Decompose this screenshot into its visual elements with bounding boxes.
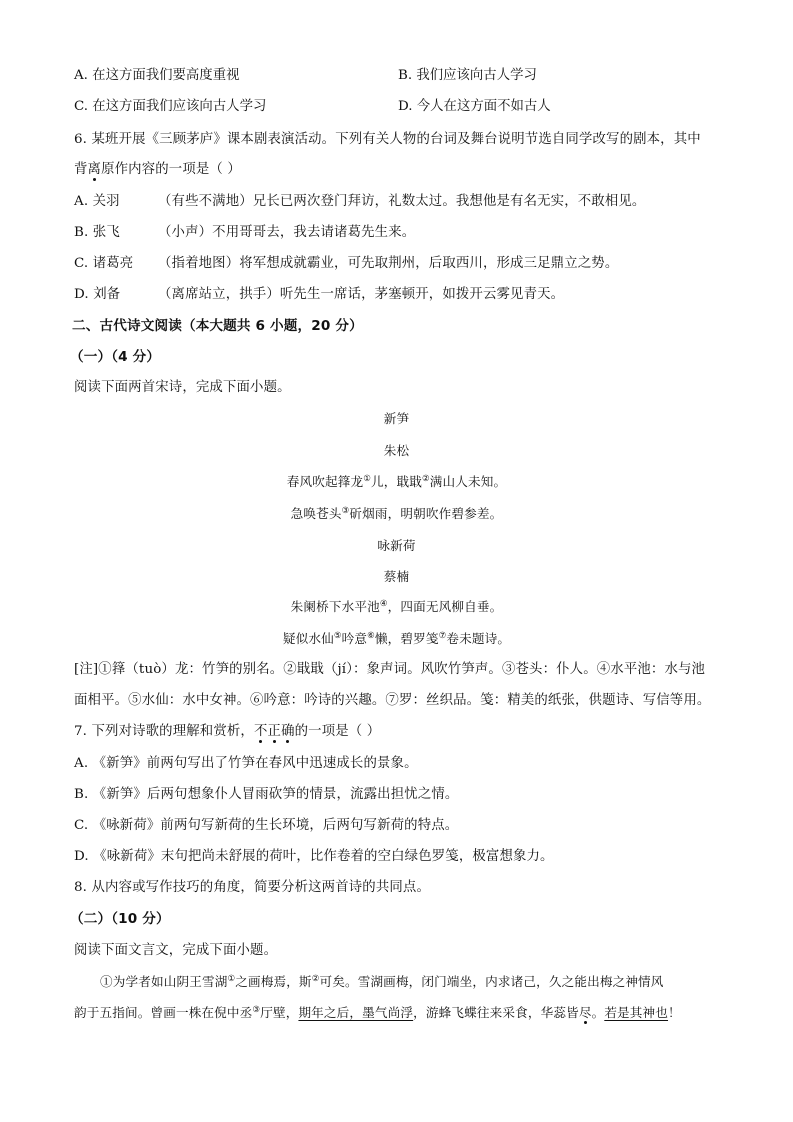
poem-text: ，四面无风柳自垂。: [387, 599, 503, 614]
part-2-intro: 阅读下面文言文，完成下面小题。: [74, 943, 278, 958]
poem-2-title: 咏新荷: [377, 538, 416, 553]
classical-text: 厅壁，: [260, 1005, 299, 1020]
classical-text: 之画梅焉，斯: [235, 974, 312, 989]
footnote-marker: ①: [227, 974, 236, 984]
poem-1-author: 朱松: [383, 443, 410, 458]
poem-1-line-1: [0, 472, 793, 492]
poem-text: 疑似水仙: [282, 631, 334, 646]
q6-stem-text: 原作内容的一项是（ ）: [101, 162, 241, 177]
q7-stem-text: 的一项是（ ）: [294, 724, 381, 739]
q6-option-text: （离席站立，拱手）听先生一席话，茅塞顿开，如拨开云雾见青天。: [158, 287, 565, 302]
q7-stem: [74, 722, 723, 742]
poem-2-line-1: [0, 597, 793, 617]
q6-option-text: （指着地图）将军想成就霸业，可先取荆州，后取西川，形成三足鼎立之势。: [158, 256, 619, 271]
part-2-title: （二）（10 分）: [70, 911, 170, 927]
q5-option-b[interactable]: B. 我们应该向古人学习: [398, 68, 537, 83]
q7-stem-text: 7. 下列对诗歌的理解和赏析，: [74, 724, 254, 739]
poem-1-line-2: [0, 504, 793, 524]
q5-option-a[interactable]: A. 在这方面我们要高度重视: [74, 68, 240, 83]
footnote-marker: ③: [341, 506, 350, 516]
classical-text: 韵于五指间。曾画一株在倪中丞: [74, 1005, 253, 1020]
emphasis-dot-char: 正: [267, 724, 282, 739]
q7-option-a[interactable]: A. 《新笋》前两句写出了竹笋在春风中迅速成长的景象。: [74, 756, 418, 771]
q6-option-label: D. 刘备: [74, 287, 121, 302]
section-2-title: 二、古代诗文阅读（本大题共 6 小题，20 分）: [72, 318, 363, 334]
footnote-marker: ①: [363, 474, 371, 484]
classical-text: ！: [668, 1005, 681, 1020]
q5-option-c[interactable]: C. 在这方面我们应该向古人学习: [74, 99, 267, 114]
q8-stem: 8. 从内容或写作技巧的角度，简要分析这两首诗的共同点。: [74, 880, 430, 895]
q6-option-label: B. 张飞: [74, 225, 120, 240]
notes-line-1: [注]①箨（tuò）龙：竹笋的别名。②戢戢（jí）：象声词。风吹竹笋声。③苍头：仆人。④水平池：水与池: [74, 662, 706, 677]
poem-2-author: 蔡楠: [383, 569, 410, 584]
poem-text: 春风吹起箨龙: [286, 474, 364, 489]
q6-stem-text: 背: [74, 162, 88, 177]
emphasis-dot-char: 离: [87, 162, 102, 177]
poem-text: 儿，戢戢: [371, 474, 422, 489]
q6-stem-line-1: 6. 某班开展《三顾茅庐》课本剧表演活动。下列有关人物的台词及舞台说明节选自同学改写的剧本，其中: [74, 132, 701, 147]
footnote-marker: ③: [252, 1005, 261, 1015]
footnote-marker: ②: [421, 474, 430, 484]
q6-option-a[interactable]: [74, 192, 723, 212]
footnote-marker: ⑥: [367, 631, 375, 641]
footnote-marker: ②: [311, 974, 320, 984]
classical-text: 可矣。雪湖画梅，闭门端坐，内求诸己，久之能出梅之神情风: [319, 974, 664, 989]
q6-stem-line-2: [74, 160, 723, 180]
poem-text: 懒，碧罗笺: [374, 631, 439, 646]
q7-option-c[interactable]: C. 《咏新荷》前两句写新荷的生长环境，后两句写新荷的特点。: [74, 818, 459, 833]
q6-option-text: （有些不满地）兄长已两次登门拜访，礼数太过。我想他是有名无实，不敢相见。: [158, 194, 646, 209]
classical-text-line-2: [74, 1003, 723, 1023]
poem-1-title: 新笋: [383, 411, 410, 426]
q7-option-d[interactable]: D. 《咏新荷》末句把尚未舒展的荷叶，比作卷着的空白绿色罗笺，极富想象力。: [74, 849, 554, 864]
part-1-title: （一）（4 分）: [70, 349, 161, 365]
emphasis-dot-char: 不: [253, 724, 268, 739]
q6-option-label: A. 关羽: [74, 194, 120, 209]
q6-option-d[interactable]: [74, 285, 723, 305]
footnote-marker: ⑦: [438, 631, 447, 641]
poem-text: 满山人未知。: [429, 474, 507, 489]
notes-line-2: 面相平。⑤水仙：水中女神。⑥吟意：吟诗的兴趣。⑦罗：丝织品。笺：精美的纸张，供题诗、写信等用。: [74, 693, 711, 708]
underlined-phrase: 若是其神也: [604, 1005, 669, 1020]
q6-option-text: （小声）不用哥哥去，我去请诸葛先生来。: [158, 225, 416, 240]
q6-option-label: C. 诸葛亮: [74, 256, 134, 271]
emphasis-dot-char: 尽: [578, 1005, 592, 1020]
classical-text: ①为学者如山阴王雪湖: [100, 974, 228, 989]
footnote-marker: ④: [379, 599, 388, 609]
poem-text: 朱阑桥下水平池: [290, 599, 380, 614]
q5-option-d[interactable]: D. 今人在这方面不如古人: [398, 99, 551, 114]
q6-option-c[interactable]: [74, 254, 723, 274]
classical-text-line-1: [100, 972, 723, 992]
poem-text: 急唤苍头: [290, 506, 342, 521]
emphasis-dot-char: 确: [281, 724, 295, 739]
poem-2-line-2: [0, 629, 793, 649]
footnote-marker: ⑤: [333, 631, 342, 641]
q7-option-b[interactable]: B. 《新笋》后两句想象仆人冒雨砍笋的情景，流露出担忧之情。: [74, 787, 459, 802]
classical-text: ，游蜂飞蝶往来采食，华蕊皆: [413, 1005, 579, 1020]
q6-option-b[interactable]: [74, 223, 723, 243]
poem-text: 卷未题诗。: [446, 631, 511, 646]
poem-text: 斫烟雨，明朝吹作碧参差。: [349, 506, 503, 521]
part-1-intro: 阅读下面两首宋诗，完成下面小题。: [74, 380, 291, 395]
classical-text: 。: [591, 1005, 605, 1020]
underlined-phrase: 期年之后，墨气尚浮: [298, 1005, 414, 1020]
poem-text: 吟意: [341, 631, 368, 646]
